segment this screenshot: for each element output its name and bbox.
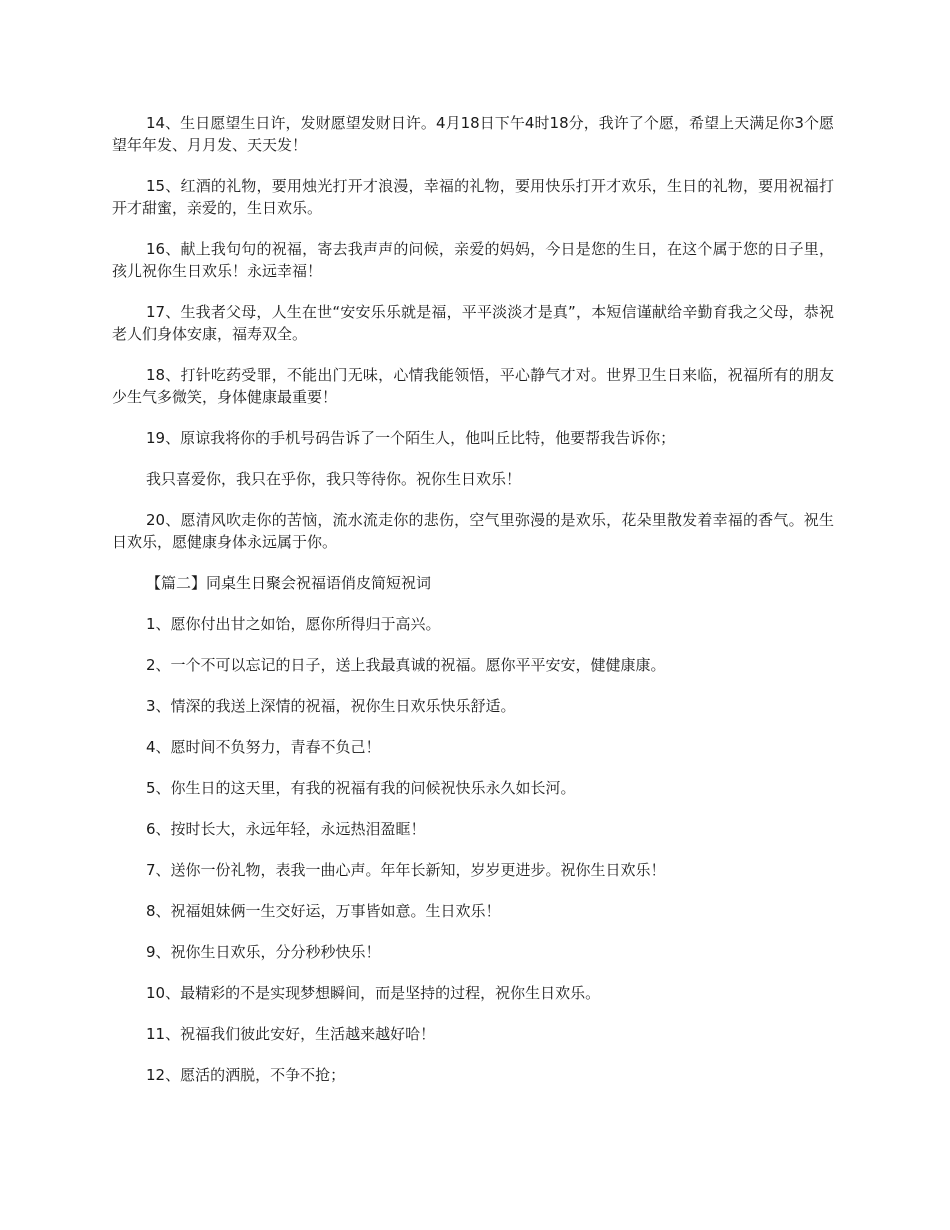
list-item: 4、愿时间不负努力，青春不负己！ bbox=[146, 738, 381, 756]
paragraph-17: 17、生我者父母，人生在世“安安乐乐就是福，平平淡淡才是真”，本短信谨献给辛勤育我之父母，恭祝老人们身体安康，福寿双全。 bbox=[112, 303, 834, 343]
list-item: 9、祝你生日欢乐，分分秒秒快乐！ bbox=[146, 943, 381, 961]
list-item: 5、你生日的这天里，有我的祝福有我的问候祝快乐永久如长河。 bbox=[146, 779, 576, 797]
list-item: 11、祝福我们彼此安好，生活越来越好哈！ bbox=[146, 1025, 436, 1043]
paragraph-19: 19、原谅我将你的手机号码告诉了一个陌生人，他叫丘比特，他要帮我告诉你； bbox=[146, 429, 676, 447]
paragraph-16: 16、献上我句句的祝福，寄去我声声的问候，亲爱的妈妈，今日是您的生日，在这个属于您的日子里，孩儿祝你生日欢乐！永远幸福！ bbox=[112, 240, 834, 280]
section-heading: 【篇二】同桌生日聚会祝福语俏皮简短祝词 bbox=[146, 574, 432, 592]
paragraph-18: 18、打针吃药受罪，不能出门无味，心情我能领悟，平心静气才对。世界卫生日来临，祝福所有的朋友少生气多微笑，身体健康最重要！ bbox=[112, 366, 834, 406]
list-item: 6、按时长大，永远年轻，永远热泪盈眶！ bbox=[146, 820, 426, 838]
paragraph-15: 15、红酒的礼物，要用烛光打开才浪漫，幸福的礼物，要用快乐打开才欢乐，生日的礼物，要用祝福打开才甜蜜，亲爱的，生日欢乐。 bbox=[112, 177, 834, 217]
list-item: 10、最精彩的不是实现梦想瞬间，而是坚持的过程，祝你生日欢乐。 bbox=[146, 984, 601, 1002]
paragraph-20: 20、愿清风吹走你的苦恼，流水流走你的悲伤，空气里弥漫的是欢乐，花朵里散发着幸福的香气。祝生日欢乐，愿健康身体永远属于你。 bbox=[112, 511, 834, 551]
document-body bbox=[112, 112, 834, 1105]
list-item: 1、愿你付出甘之如饴，愿你所得归于高兴。 bbox=[146, 615, 441, 633]
list-item: 3、情深的我送上深情的祝福，祝你生日欢乐快乐舒适。 bbox=[146, 697, 516, 715]
list-item: 8、祝福姐妹俩一生交好运，万事皆如意。生日欢乐！ bbox=[146, 902, 501, 920]
list-item: 2、一个不可以忘记的日子，送上我最真诚的祝福。愿你平平安安，健健康康。 bbox=[146, 656, 666, 674]
list-item: 7、送你一份礼物，表我一曲心声。年年长新知，岁岁更进步。祝你生日欢乐！ bbox=[146, 861, 666, 879]
paragraph-19-continued: 我只喜爱你，我只在乎你，我只等待你。祝你生日欢乐！ bbox=[146, 470, 522, 488]
paragraph-14: 14、生日愿望生日许，发财愿望发财日许。4月18日下午4时18分，我许了个愿，希望上天满足你3个愿望年年发、月月发、天天发！ bbox=[112, 114, 834, 154]
list-item: 12、愿活的洒脱，不争不抢； bbox=[146, 1066, 346, 1084]
